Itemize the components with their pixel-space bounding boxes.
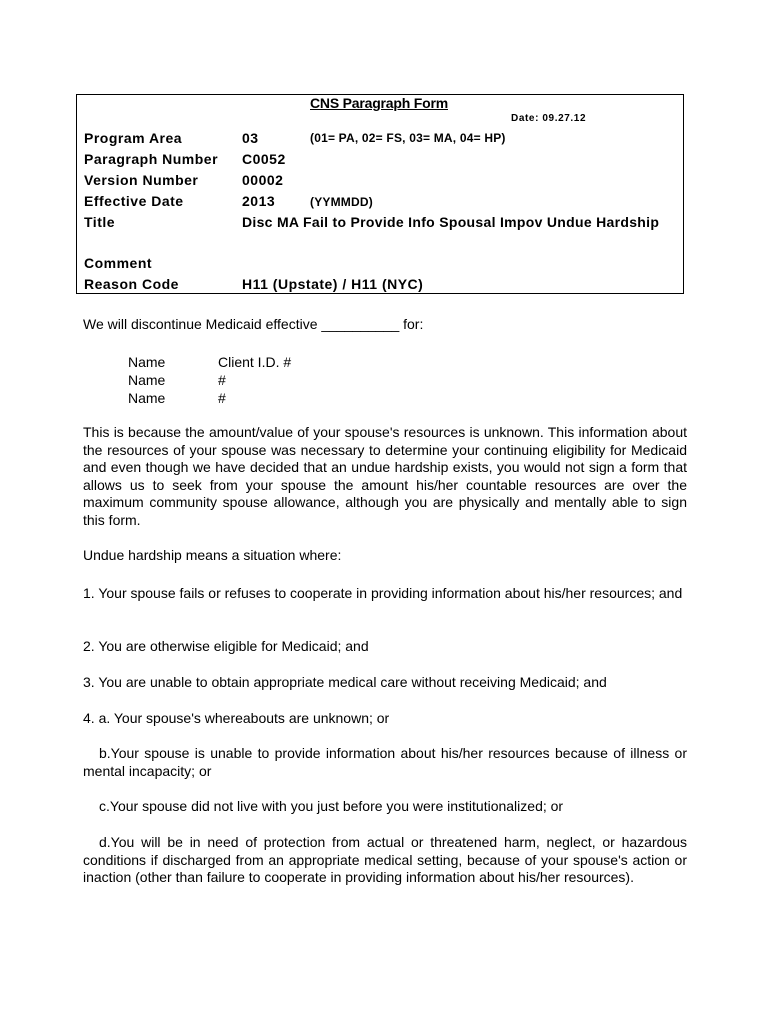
comment-label: Comment bbox=[84, 255, 153, 271]
version-number-label: Version Number bbox=[84, 172, 199, 188]
condition-item-1: 1. Your spouse fails or refuses to cooperate in providing information about his/her resources; and bbox=[83, 585, 683, 601]
version-number-value: 00002 bbox=[242, 172, 284, 188]
effective-date-label: Effective Date bbox=[84, 193, 184, 209]
condition-item-4d: d.You will be in need of protection from actual or threatened harm, neglect, or hazardous conditions if discharged from an appropriate medical setting, because of your spouse's action or inaction (other than failure to cooperate in providing information about his/her resources). bbox=[83, 834, 687, 885]
condition-item-4b: b.Your spouse is unable to provide information about his/her resources because of illness or mental incapacity; or bbox=[83, 745, 687, 779]
form-header-box bbox=[76, 94, 684, 294]
condition-item-3: 3. You are unable to obtain appropriate medical care without receiving Medicaid; and bbox=[83, 674, 607, 690]
name-label: Name bbox=[128, 390, 166, 406]
client-id-label: # bbox=[218, 372, 226, 388]
program-area-note: (01= PA, 02= FS, 03= MA, 04= HP) bbox=[310, 131, 506, 145]
title-label: Title bbox=[84, 214, 116, 230]
name-label: Name bbox=[128, 372, 166, 388]
client-id-label: # bbox=[218, 390, 226, 406]
effective-date-value: 2013 bbox=[242, 193, 276, 209]
intro-line: We will discontinue Medicaid effective __________ for: bbox=[83, 316, 424, 332]
undue-hardship-intro: Undue hardship means a situation where: bbox=[83, 547, 342, 563]
condition-item-2: 2. You are otherwise eligible for Medicaid; and bbox=[83, 638, 369, 654]
form-title: CNS Paragraph Form bbox=[310, 95, 448, 111]
program-area-label: Program Area bbox=[84, 130, 183, 146]
client-id-label: Client I.D. # bbox=[218, 354, 292, 370]
program-area-value: 03 bbox=[242, 130, 259, 146]
reason-code-value: H11 (Upstate) / H11 (NYC) bbox=[242, 276, 424, 292]
condition-item-4c: c.Your spouse did not live with you just before you were institutionalized; or bbox=[99, 798, 564, 814]
paragraph-number-label: Paragraph Number bbox=[84, 151, 219, 167]
form-date: Date: 09.27.12 bbox=[511, 113, 587, 124]
reason-code-label: Reason Code bbox=[84, 276, 179, 292]
title-value: Disc MA Fail to Provide Info Spousal Impov Undue Hardship bbox=[242, 214, 660, 230]
reason-paragraph: This is because the amount/value of your spouse's resources is unknown. This information about the resources of your spouse was necessary to determine your continuing eligibility for Medicaid and even though we have decided that an undue hardship exists, you would not sign a form that allows us to seek from your spouse the amount his/her countable resources are over the maximum community spouse allowance, although you are physically and mentally able to sign this form. bbox=[83, 424, 687, 528]
effective-date-note: (YYMMDD) bbox=[310, 195, 373, 209]
name-label: Name bbox=[128, 354, 166, 370]
paragraph-number-value: C0052 bbox=[242, 151, 286, 167]
condition-item-4a: 4. a. Your spouse's whereabouts are unknown; or bbox=[83, 710, 390, 726]
